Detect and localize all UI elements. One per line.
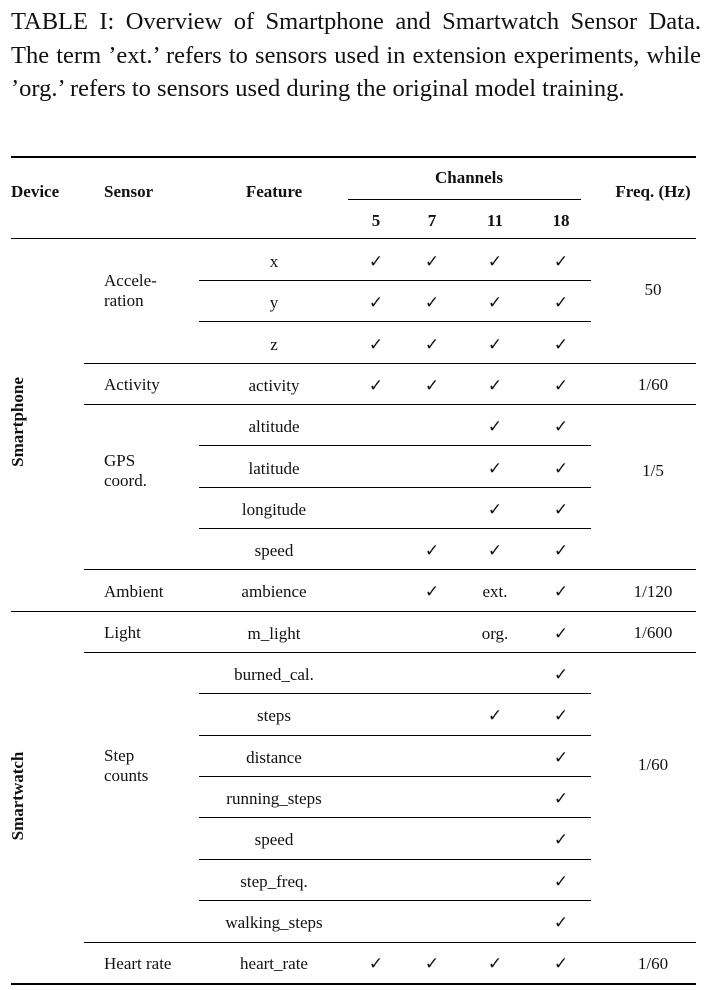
- sensor-rule: [84, 942, 696, 943]
- channel-18-cell: ✓: [553, 334, 569, 354]
- channel-11-cell: ✓: [487, 375, 503, 395]
- inner-rule: [199, 321, 591, 322]
- channel-18-cell: ✓: [553, 665, 569, 684]
- freq-activity: 1/60: [637, 375, 669, 394]
- header-sensor: Sensor: [104, 182, 154, 201]
- header-freq: Freq. (Hz): [615, 182, 691, 201]
- channel-18-cell: ✓: [553, 788, 569, 808]
- feature-cell: y: [269, 293, 279, 313]
- channel-18-cell: ✓: [553, 541, 569, 561]
- channel-18-cell: ✓: [553, 830, 569, 850]
- sensor-rule: [84, 363, 696, 364]
- channel-11-cell: ✓: [487, 954, 503, 974]
- feature-cell: walking_steps: [225, 912, 323, 932]
- channel-5-cell: ✓: [368, 252, 384, 271]
- channel-7-cell: ✓: [424, 541, 440, 561]
- channel-18-cell: ✓: [553, 582, 569, 602]
- channel-18-cell: ✓: [553, 252, 569, 271]
- feature-cell: step_freq.: [240, 871, 308, 891]
- feature-cell: speed: [254, 830, 294, 850]
- header-channel-5: 5: [371, 211, 381, 230]
- sensor-ambient: Ambient: [104, 582, 164, 601]
- channel-7-cell: ✓: [424, 334, 440, 354]
- sensor-rule: [84, 404, 696, 405]
- inner-rule: [199, 528, 591, 529]
- feature-cell: burned_cal.: [234, 665, 314, 684]
- feature-cell: x: [269, 252, 279, 271]
- channel-18-cell: ✓: [553, 293, 569, 313]
- feature-cell: m_light: [247, 623, 301, 643]
- channel-11-cell: org.: [481, 623, 509, 643]
- feature-cell: steps: [257, 706, 291, 726]
- sensor-gps: GPS coord.: [104, 451, 147, 490]
- sensor-activity: Activity: [104, 375, 160, 394]
- inner-rule: [199, 859, 591, 860]
- feature-cell: altitude: [248, 417, 300, 437]
- channel-18-cell: ✓: [553, 871, 569, 891]
- sensor-rule: [84, 652, 696, 653]
- header-channel-18: 18: [552, 211, 570, 230]
- channel-5-cell: ✓: [368, 293, 384, 313]
- channel-11-cell: ext.: [482, 582, 508, 602]
- inner-rule: [199, 776, 591, 777]
- channel-5-cell: ✓: [368, 954, 384, 974]
- channel-7-cell: ✓: [424, 582, 440, 602]
- channel-11-cell: ✓: [487, 334, 503, 354]
- feature-cell: distance: [246, 747, 302, 767]
- channel-5-cell: ✓: [368, 375, 384, 395]
- top-rule: [11, 156, 696, 158]
- channel-7-cell: ✓: [424, 252, 440, 271]
- freq-light: 1/600: [633, 623, 673, 642]
- channels-rule: [348, 199, 581, 200]
- header-rule: [11, 238, 696, 239]
- feature-cell: ambience: [241, 582, 307, 602]
- inner-rule: [199, 487, 591, 488]
- channel-18-cell: ✓: [553, 706, 569, 726]
- channel-11-cell: ✓: [487, 293, 503, 313]
- header-channels: Channels: [434, 168, 504, 187]
- channel-18-cell: ✓: [553, 417, 569, 437]
- header-channel-7: 7: [427, 211, 437, 230]
- channel-18-cell: ✓: [553, 954, 569, 974]
- inner-rule: [199, 900, 591, 901]
- sensor-light: Light: [104, 623, 141, 642]
- sensor-step-counts: Step counts: [104, 746, 149, 785]
- feature-cell: heart_rate: [240, 954, 308, 974]
- feature-cell: running_steps: [226, 788, 322, 808]
- sensor-acceleration: Accele- ration: [104, 271, 157, 310]
- channel-11-cell: ✓: [487, 458, 503, 478]
- freq-heart-rate: 1/60: [637, 954, 669, 973]
- channel-18-cell: ✓: [553, 375, 569, 395]
- inner-rule: [199, 817, 591, 818]
- feature-cell: longitude: [241, 499, 307, 519]
- header-device: Device: [11, 182, 60, 201]
- inner-rule: [199, 735, 591, 736]
- sensor-rule: [84, 569, 696, 570]
- freq-steps: 1/60: [637, 755, 669, 774]
- freq-acceleration: 50: [644, 280, 662, 299]
- channel-7-cell: ✓: [424, 954, 440, 974]
- channel-11-cell: ✓: [487, 417, 503, 437]
- group-smartwatch: Smartwatch: [8, 751, 27, 841]
- feature-cell: activity: [248, 375, 300, 395]
- channel-7-cell: ✓: [424, 293, 440, 313]
- channel-18-cell: ✓: [553, 912, 569, 932]
- channel-11-cell: ✓: [487, 252, 503, 271]
- feature-cell: latitude: [248, 458, 300, 478]
- inner-rule: [199, 445, 591, 446]
- channel-18-cell: ✓: [553, 747, 569, 767]
- header-channel-11: 11: [486, 211, 504, 230]
- inner-rule: [199, 280, 591, 281]
- header-feature: Feature: [245, 182, 303, 201]
- sensor-heart-rate: Heart rate: [104, 954, 172, 973]
- freq-ambient: 1/120: [633, 582, 673, 601]
- feature-cell: z: [270, 334, 278, 354]
- channel-11-cell: ✓: [487, 706, 503, 726]
- channel-11-cell: ✓: [487, 499, 503, 519]
- channel-18-cell: ✓: [553, 499, 569, 519]
- channel-18-cell: ✓: [553, 458, 569, 478]
- channel-18-cell: ✓: [553, 623, 569, 643]
- device-rule: [11, 611, 696, 612]
- table-caption: TABLE I: Overview of Smartphone and Smartwatch Sensor Data. The term ’ext.’ refers to sensors used in extension experiments, while ’org.’ refers to sensors used during the original model training.: [11, 8, 701, 102]
- freq-gps: 1/5: [642, 461, 664, 480]
- inner-rule: [199, 693, 591, 694]
- channel-11-cell: ✓: [487, 541, 503, 561]
- feature-cell: speed: [254, 541, 294, 561]
- bottom-rule: [11, 983, 696, 985]
- channel-5-cell: ✓: [368, 334, 384, 354]
- group-smartphone: Smartphone: [8, 377, 27, 467]
- channel-7-cell: ✓: [424, 375, 440, 395]
